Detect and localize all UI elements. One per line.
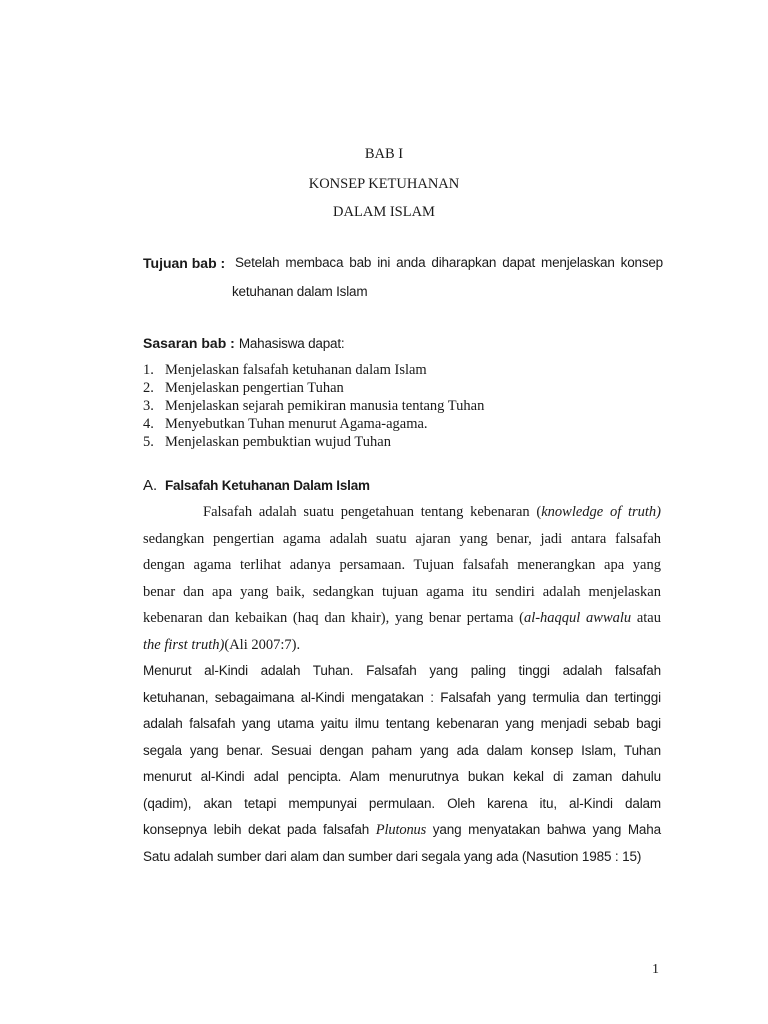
chapter-title-line-1: KONSEP KETUHANAN <box>308 176 460 192</box>
chapter-number: BAB I <box>364 146 404 162</box>
paragraph-line: dengan agama terlihat adanya persamaan. Tujuan falsafah menerangkan apa yang <box>143 557 661 573</box>
tujuan-label: Tujuan bab : <box>143 255 226 271</box>
paragraph-line: the first truth)(Ali 2007:7). <box>143 636 301 653</box>
paragraph-line: ketuhanan, sebagaimana al-Kindi mengatakan : Falsafah yang termulia dan tertinggi <box>143 689 661 705</box>
section-letter: A. <box>143 477 158 494</box>
paragraph-line: benar dan apa yang baik, sedangkan tujuan agama itu sendiri adalah menjelaskan <box>143 583 661 600</box>
paragraph-line: kebenaran dan kebaikan (haq dan khair), yang benar pertama (al-haqqul awwalu atau <box>143 610 661 626</box>
paragraph-line: sedangkan pengertian agama adalah suatu ajaran yang benar, jadi antara falsafah <box>143 530 661 547</box>
chapter-title-line-2: DALAM ISLAM <box>333 204 435 220</box>
sasaran-text: Mahasiswa dapat: <box>238 336 345 351</box>
section-heading <box>143 477 370 495</box>
list-item: 1. Menjelaskan falsafah ketuhanan dalam Islam <box>143 362 427 378</box>
paragraph-line: (qadim), akan tetapi mempunyai permulaan. Oleh karena itu, al-Kindi dalam <box>143 795 661 811</box>
paragraph-line: adalah falsafah yang utama yaitu ilmu tentang kebenaran yang menjadi sebab bagi <box>143 716 661 731</box>
tujuan-text-line-2: ketuhanan dalam Islam <box>232 284 368 299</box>
list-item: 2. Menjelaskan pengertian Tuhan <box>143 380 344 396</box>
paragraph-line: Satu adalah sumber dari alam dan sumber dari segala yang ada (Nasution 1985 : 15) <box>143 848 642 864</box>
paragraph-2 <box>143 658 661 870</box>
list-item: 4. Menyebutkan Tuhan menurut Agama-agama. <box>143 416 428 432</box>
paragraph-1 <box>143 499 661 658</box>
paragraph-line: Menurut al-Kindi adalah Tuhan. Falsafah yang paling tinggi adalah falsafah <box>143 663 661 678</box>
paragraph-line: menurut al-Kindi adal pencipta. Alam menurutnya bukan kekal di zaman dahulu <box>143 769 661 784</box>
sasaran-label: Sasaran bab : <box>143 335 235 351</box>
paragraph-line: konsepnya lebih dekat pada falsafah Plutonus yang menyatakan bahwa yang Maha <box>143 822 661 838</box>
page-number: 1 <box>652 962 659 977</box>
list-item: 3. Menjelaskan sejarah pemikiran manusia tentang Tuhan <box>143 398 485 414</box>
section-title: Falsafah Ketuhanan Dalam Islam <box>165 478 370 493</box>
paragraph-line: segala yang benar. Sesuai dengan paham yang ada dalam konsep Islam, Tuhan <box>143 742 661 758</box>
sasaran <box>143 335 344 353</box>
objectives-list <box>143 361 643 451</box>
tujuan-text-line-1: Setelah membaca bab ini anda diharapkan dapat menjelaskan konsep <box>235 255 663 270</box>
paragraph-line: Falsafah adalah suatu pengetahuan tentang kebenaran (knowledge of truth) <box>203 504 661 520</box>
list-item: 5. Menjelaskan pembuktian wujud Tuhan <box>143 434 391 450</box>
